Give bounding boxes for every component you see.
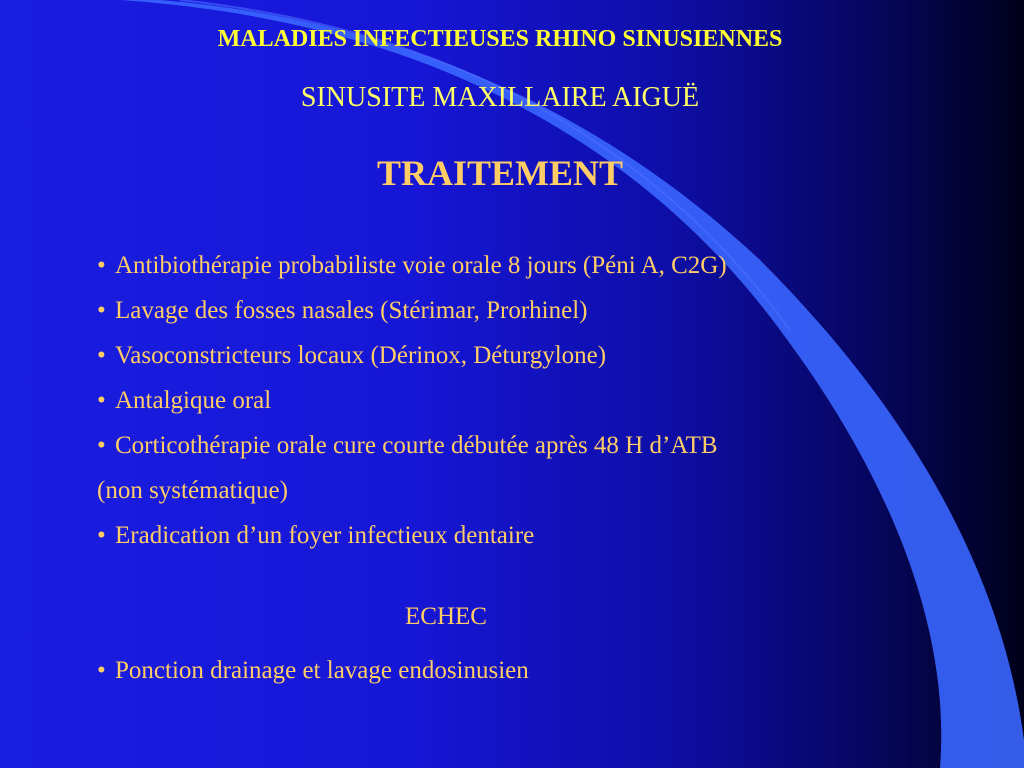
list-item xyxy=(97,288,897,333)
list-item-text: (non systématique) xyxy=(97,477,288,504)
bullet-dot: • xyxy=(97,432,106,459)
section-title: TRAITEMENT xyxy=(376,153,624,193)
list-item xyxy=(97,243,897,288)
header-title: MALADIES INFECTIEUSES RHINO SINUSIENNES xyxy=(217,26,783,52)
list-item xyxy=(97,333,897,378)
list-item-text: Ponction drainage et lavage endosinusien xyxy=(115,657,529,684)
bullet-dot: • xyxy=(97,387,106,414)
list-item xyxy=(97,513,897,558)
list-item-text: Eradication d’un foyer infectieux dentaire xyxy=(115,522,535,549)
bullet-dot: • xyxy=(97,657,106,684)
list-item xyxy=(97,378,897,423)
list-item-continuation xyxy=(97,468,897,513)
treatment-list xyxy=(97,243,897,558)
list-item-text: Antalgique oral xyxy=(115,387,272,414)
echec-heading: ECHEC xyxy=(405,603,487,630)
list-item xyxy=(97,648,529,693)
list-item-text: Lavage des fosses nasales (Stérimar, Prorhinel) xyxy=(115,297,588,324)
bullet-dot: • xyxy=(97,522,106,549)
header-subtitle: SINUSITE MAXILLAIRE AIGUË xyxy=(300,82,700,113)
list-item-text: Antibiothérapie probabiliste voie orale 8 jours (Péni A, C2G) xyxy=(115,252,727,279)
list-item-text: Vasoconstricteurs locaux (Dérinox, Déturgylone) xyxy=(115,342,607,369)
bullet-dot: • xyxy=(97,297,106,324)
bullet-dot: • xyxy=(97,342,106,369)
list-item-text: Corticothérapie orale cure courte débutée après 48 H d’ATB xyxy=(115,432,718,459)
bullet-dot: • xyxy=(97,252,106,279)
list-item xyxy=(97,423,897,468)
